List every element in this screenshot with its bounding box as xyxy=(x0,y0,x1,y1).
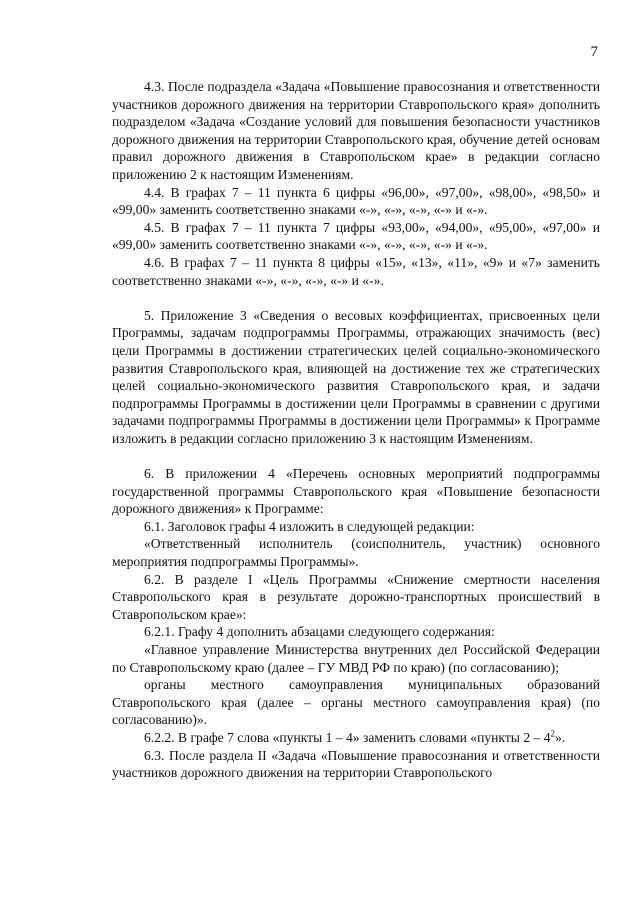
paragraph-p-4-6 xyxy=(112,254,600,289)
paragraph-text: 4.5. В графах 7 – 11 пункта 7 цифры «93,00», «94,00», «95,00», «97,00» и «99,00» заменить соответственно знаками «-», «-», «-», «-» и «-». xyxy=(112,219,600,253)
paragraph-p-6-1-quote xyxy=(112,535,600,570)
paragraph-p-6-2-1 xyxy=(112,623,600,641)
paragraph-text: 6.2.1. Графу 4 дополнить абзацами следующего содержания: xyxy=(144,624,495,640)
paragraph-text: «Главное управление Министерства внутренних дел Российской Федерации по Ставропольскому краю (далее – ГУ МВД РФ по краю) (по согласованию); xyxy=(112,642,600,675)
paragraph-p-4-5 xyxy=(112,219,600,254)
paragraph-text: 4.4. В графах 7 – 11 пункта 6 цифры «96,00», «97,00», «98,00», «98,50» и «99,00» заменить соответственно знаками «-», «-», «-», «-» и «-». xyxy=(112,184,600,218)
paragraph-p-4-3 xyxy=(112,78,600,184)
document-body xyxy=(112,78,600,782)
paragraph-p-4-4 xyxy=(112,184,600,219)
paragraph-p-6-1 xyxy=(112,518,600,536)
paragraph-text: 6.2. В разделе I «Цель Программы «Снижение смертности населения Ставропольского края в результате дорожно-транспортных происшествий в Ставропольском крае»: xyxy=(112,571,600,622)
paragraph-text: 6.1. Заголовок графы 4 изложить в следующей редакции: xyxy=(144,518,475,534)
paragraph-p-6-2 xyxy=(112,571,600,624)
paragraph-p-6-2-1-a xyxy=(112,641,600,676)
paragraph-p-6-2-1-b xyxy=(112,676,600,729)
paragraph-text: «Ответственный исполнитель (соисполнитель, участник) основного мероприятия подпрограммы Программы». xyxy=(112,536,600,570)
paragraph-p-6 xyxy=(112,465,600,518)
page-number: 7 xyxy=(590,44,598,60)
paragraph-p-5 xyxy=(112,307,600,448)
paragraph-text: органы местного самоуправления муниципальных образований Ставропольского края (далее – органы местного самоуправления края) (по согласованию)». xyxy=(112,677,600,728)
paragraph-text: 4.3. После подраздела «Задача «Повышение правосознания и ответственности участников дорожного движения на территории Ставропольского края» дополнить подразделом «Задача «Создание условий для повышения безопасности участников дорожного движения на территории Ставропольского края, обучение детей основам правил дорожного движения в Ставропольском крае» в редакции согласно приложению 2 к настоящим Изменениям. xyxy=(112,79,600,182)
paragraph-text: 5. Приложение 3 «Сведения о весовых коэффициентах, присвоенных цели Программы, задачам подпрограммы Программы, отражающих значимость (вес) цели Программы в достижении стратегических целей социально-экономического развития Ставропольского края, влияющей на достижение тех же стратегических целей социально-экономического развития Ставропольского края, и задачи подпрограммы Программы в достижении цели Программы в сравнении с другими задачами подпрограммы Программы в достижении цели Программы» к Программе изложить в редакции согласно приложению 3 к настоящим Изменениям. xyxy=(112,307,600,446)
paragraph-text-tail: ». xyxy=(555,729,566,745)
paragraph-text: 6.2.2. В графе 7 слова «пункты 1 – 4» заменить словами «пункты 2 – 4 xyxy=(144,729,551,745)
paragraph-p-6-2-2 xyxy=(112,729,600,747)
paragraph-p-6-3 xyxy=(112,747,600,782)
paragraph-text: 4.6. В графах 7 – 11 пункта 8 цифры «15», «13», «11», «9» и «7» заменить соответственно знаками «-», «-», «-», «-» и «-». xyxy=(112,254,600,288)
paragraph-text: 6. В приложении 4 «Перечень основных мероприятий подпрограммы государственной программы Ставропольского края «Повышение безопасности дорожного движения» к Программе: xyxy=(112,466,600,517)
superscript: 2 xyxy=(550,728,556,739)
paragraph-text: 6.3. После раздела II «Задача «Повышение правосознания и ответственности участников дорожного движения на территории Ставропольского xyxy=(112,747,600,781)
